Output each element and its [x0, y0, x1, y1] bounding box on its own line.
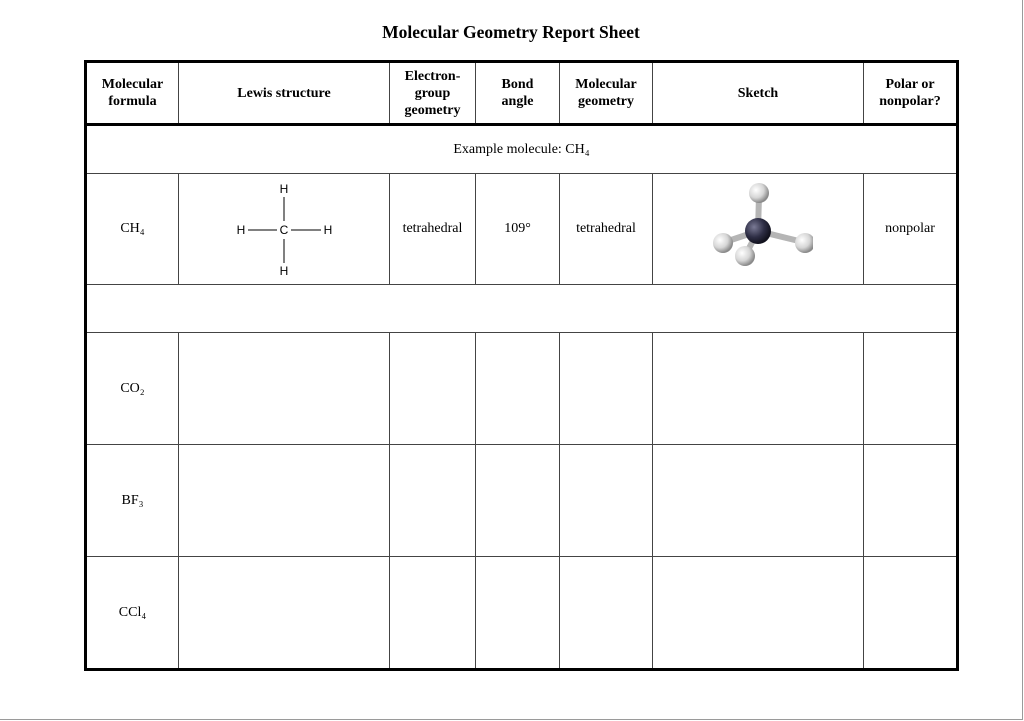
header-bond-angle: Bond angle	[476, 62, 560, 125]
example-polarity: nonpolar	[864, 174, 958, 285]
lewis-atom-right: H	[323, 223, 333, 237]
hydrogen-atom-top	[749, 183, 769, 203]
electron-geometry-answer[interactable]	[390, 557, 476, 670]
molecule-formula: BF₃	[86, 445, 179, 557]
ball-and-stick-model	[703, 179, 813, 279]
lewis-structure-answer[interactable]	[179, 445, 390, 557]
hydrogen-atom-front	[735, 246, 755, 266]
bond-angle-answer[interactable]	[476, 557, 560, 670]
spacer-cell	[86, 285, 958, 333]
molecule-row-bf3	[86, 445, 958, 557]
hydrogen-atom-left	[713, 233, 733, 253]
molecule-row-ccl4	[86, 557, 958, 670]
example-electron-geometry: tetrahedral	[390, 174, 476, 285]
molecule-formula: CO₂	[86, 333, 179, 445]
bond-angle-answer[interactable]	[476, 333, 560, 445]
lewis-structure-answer[interactable]	[179, 333, 390, 445]
molecule-formula: CCl₄	[86, 557, 179, 670]
example-label-row	[86, 125, 958, 174]
header-molecular-geometry: Molecular geometry	[560, 62, 653, 125]
lewis-atom-top: H	[279, 182, 289, 196]
molecular-geometry-answer[interactable]	[560, 445, 653, 557]
lewis-structure-diagram	[229, 179, 339, 279]
example-molecular-geometry: tetrahedral	[560, 174, 653, 285]
electron-geometry-answer[interactable]	[390, 445, 476, 557]
header-sketch: Sketch	[653, 62, 864, 125]
lewis-atom-bottom: H	[279, 264, 289, 278]
polarity-answer[interactable]	[864, 445, 958, 557]
molecule-row-co2	[86, 333, 958, 445]
example-formula: CH₄	[86, 174, 179, 285]
report-table	[84, 60, 959, 671]
example-bond-angle: 109°	[476, 174, 560, 285]
carbon-atom	[745, 218, 771, 244]
header-row	[86, 62, 958, 125]
hydrogen-atom-right	[795, 233, 813, 253]
sketch-cell	[653, 174, 864, 285]
header-polarity: Polar or nonpolar?	[864, 62, 958, 125]
sketch-answer[interactable]	[653, 557, 864, 670]
header-molecular-formula: Molecular formula	[86, 62, 179, 125]
header-lewis-structure: Lewis structure	[179, 62, 390, 125]
page-title: Molecular Geometry Report Sheet	[382, 22, 640, 42]
sketch-answer[interactable]	[653, 445, 864, 557]
polarity-answer[interactable]	[864, 557, 958, 670]
lewis-atom-center: C	[279, 223, 289, 237]
lewis-atom-left: H	[236, 223, 246, 237]
polarity-answer[interactable]	[864, 333, 958, 445]
bond-angle-answer[interactable]	[476, 445, 560, 557]
example-molecule-row	[86, 174, 958, 285]
molecular-geometry-answer[interactable]	[560, 333, 653, 445]
electron-geometry-answer[interactable]	[390, 333, 476, 445]
header-electron-group-geometry: Electron- group geometry	[390, 62, 476, 125]
spacer-row	[86, 285, 958, 333]
lewis-structure-answer[interactable]	[179, 557, 390, 670]
molecular-geometry-answer[interactable]	[560, 557, 653, 670]
lewis-structure-cell	[179, 174, 390, 285]
sketch-answer[interactable]	[653, 333, 864, 445]
example-label: Example molecule: CH₄	[86, 125, 958, 174]
